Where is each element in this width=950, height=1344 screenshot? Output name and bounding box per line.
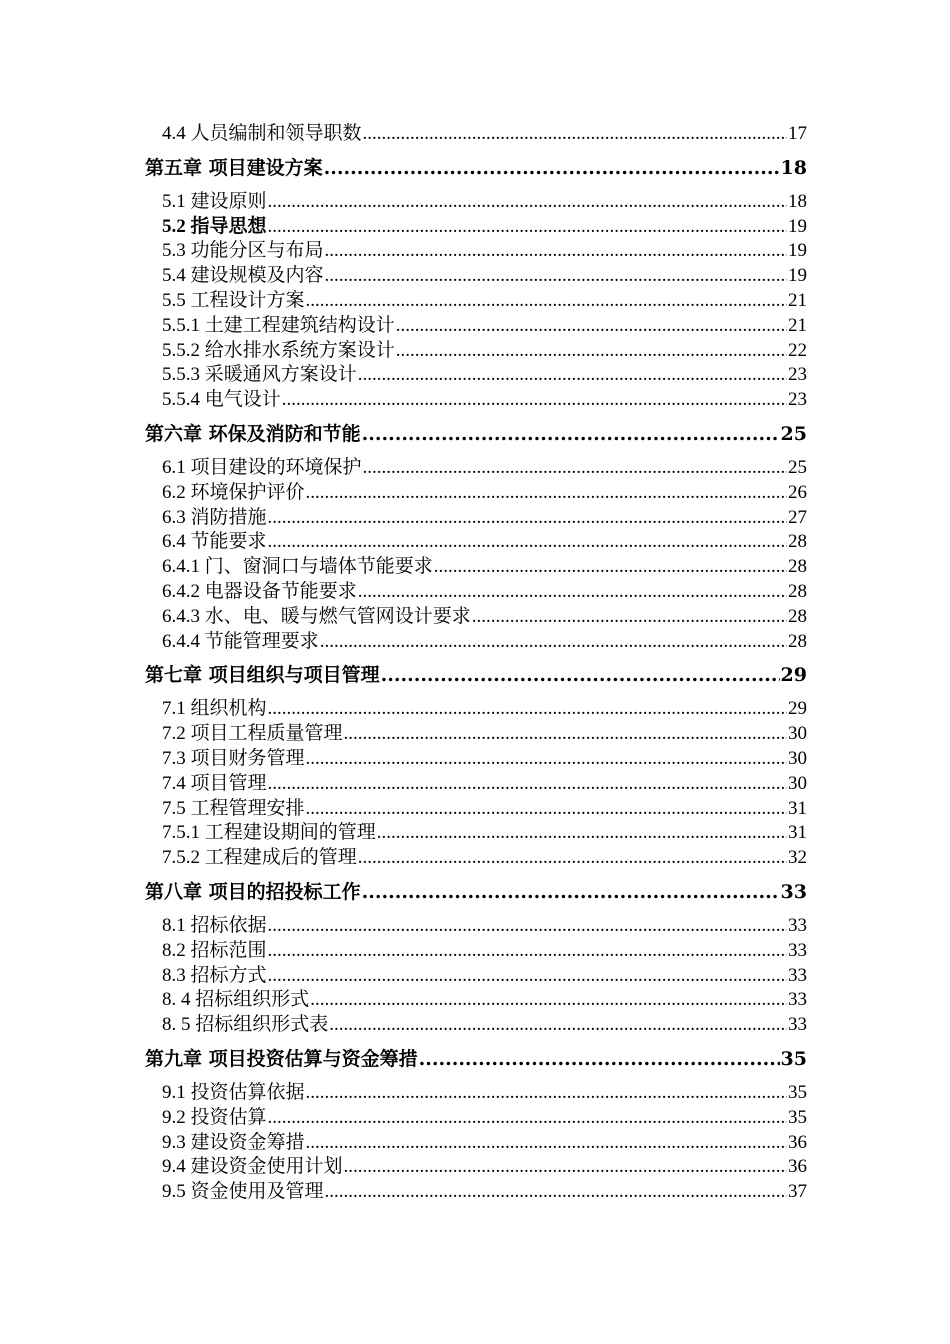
toc-entry-title: 8. 5 招标组织形式表 (162, 1014, 329, 1036)
toc-entry-title: 5.5.2 给水排水系统方案设计 (162, 339, 395, 361)
toc-entry-title: 6.4 节能要求 (162, 531, 267, 553)
toc-page-number: 36 (788, 1131, 807, 1153)
toc-section-entry[interactable] (145, 339, 807, 364)
dot-leader (268, 772, 787, 797)
toc-entry-title: 第八章 项目的招投标工作 (145, 880, 361, 903)
dot-leader (306, 289, 787, 314)
toc-section-entry[interactable] (145, 797, 807, 822)
toc-entry-title: 7.5.1 工程建设期间的管理 (162, 822, 376, 844)
toc-entry-title: 5.2 指导思想 (162, 215, 267, 237)
toc-page-number: 33 (788, 914, 807, 936)
toc-entry-title: 第五章 项目建设方案 (145, 156, 323, 179)
toc-entry-title: 9.4 建设资金使用计划 (162, 1156, 343, 1178)
toc-section-entry[interactable] (145, 363, 807, 388)
toc-entry-title: 5.3 功能分区与布局 (162, 240, 324, 262)
dot-leader (363, 122, 787, 147)
dot-leader (282, 388, 787, 413)
toc-entry-title: 5.1 建设原则 (162, 190, 267, 212)
dot-leader (344, 1155, 787, 1180)
toc-chapter-entry[interactable] (145, 663, 807, 688)
toc-page-number: 21 (788, 289, 807, 311)
toc-entry-title: 6.4.2 电器设备节能要求 (162, 580, 357, 602)
dot-leader (363, 456, 787, 481)
dot-leader (358, 846, 787, 871)
toc-entry-title: 9.5 资金使用及管理 (162, 1181, 324, 1203)
toc-page-number: 28 (788, 605, 807, 627)
toc-entry-title: 8.3 招标方式 (162, 964, 267, 986)
toc-page-number: 19 (788, 265, 807, 287)
dot-leader (268, 939, 787, 964)
toc-page-number: 37 (788, 1181, 807, 1203)
toc-entry-title: 5.5.4 电气设计 (162, 389, 281, 411)
dot-leader (306, 481, 787, 506)
toc-chapter-entry[interactable] (145, 880, 807, 905)
toc-entry-title: 6.4.4 节能管理要求 (162, 630, 319, 652)
dot-leader (472, 605, 787, 630)
toc-page-number: 18 (780, 156, 807, 179)
toc-entry-title: 9.2 投资估算 (162, 1106, 267, 1128)
toc-section-entry[interactable] (145, 506, 807, 531)
toc-entry-title: 9.3 建设资金筹措 (162, 1131, 305, 1153)
dot-leader (344, 722, 787, 747)
dot-leader (324, 156, 780, 181)
toc-section-entry[interactable] (145, 914, 807, 939)
toc-entry-title: 第七章 项目组织与项目管理 (145, 664, 380, 687)
toc-section-entry[interactable] (145, 1131, 807, 1156)
toc-entry-title: 7.2 项目工程质量管理 (162, 723, 343, 745)
dot-leader (306, 797, 787, 822)
toc-entry-title: 8.1 招标依据 (162, 914, 267, 936)
dot-leader (268, 506, 787, 531)
toc-page-number: 32 (788, 847, 807, 869)
toc-section-entry[interactable] (145, 580, 807, 605)
toc-section-entry[interactable] (145, 481, 807, 506)
toc-section-entry[interactable] (145, 1106, 807, 1131)
toc-entry-title: 6.4.1 门、窗洞口与墙体节能要求 (162, 556, 433, 578)
toc-entry-title: 6.3 消防措施 (162, 506, 267, 528)
dot-leader (329, 1013, 787, 1038)
toc-entry-title: 5.5 工程设计方案 (162, 289, 305, 311)
toc-section-entry[interactable] (145, 1155, 807, 1180)
dot-leader (268, 964, 787, 989)
toc-page-number: 19 (788, 240, 807, 262)
toc-page-number: 17 (788, 123, 807, 144)
toc-section-entry[interactable] (145, 289, 807, 314)
toc-section-entry[interactable] (145, 772, 807, 797)
dot-leader (310, 988, 787, 1013)
toc-entry-title: 6.1 项目建设的环境保护 (162, 456, 362, 478)
toc-entry-title: 7.4 项目管理 (162, 772, 267, 794)
dot-leader (396, 339, 787, 364)
toc-entry-title: 7.5 工程管理安排 (162, 797, 305, 819)
toc-entry-title: 4.4 人员编制和领导职数 (162, 123, 362, 144)
toc-page-number: 23 (788, 364, 807, 386)
toc-page-number: 28 (788, 556, 807, 578)
toc-page-number: 30 (788, 747, 807, 769)
toc-page-number: 28 (788, 531, 807, 553)
toc-section-entry[interactable] (145, 190, 807, 215)
toc-page-number: 33 (780, 880, 807, 903)
toc-section-entry[interactable] (145, 988, 807, 1013)
dot-leader (381, 663, 780, 688)
toc-page-number: 36 (788, 1156, 807, 1178)
toc-section-entry[interactable] (145, 388, 807, 413)
toc-section-entry[interactable] (145, 821, 807, 846)
toc-page-number: 22 (788, 339, 807, 361)
toc-entry-title: 8. 4 招标组织形式 (162, 989, 310, 1011)
dot-leader (268, 190, 787, 215)
toc-section-entry[interactable] (145, 939, 807, 964)
toc-section-entry[interactable] (145, 722, 807, 747)
toc-page-number: 31 (788, 822, 807, 844)
dot-leader (268, 530, 787, 555)
table-of-contents (145, 122, 807, 1205)
toc-page-number: 26 (788, 481, 807, 503)
dot-leader (434, 555, 787, 580)
toc-section-entry[interactable] (145, 530, 807, 555)
toc-page-number: 29 (788, 698, 807, 720)
toc-chapter-entry[interactable] (145, 156, 807, 181)
toc-page-number: 31 (788, 797, 807, 819)
toc-section-entry[interactable] (145, 697, 807, 722)
toc-page-number: 23 (788, 389, 807, 411)
dot-leader (377, 821, 787, 846)
toc-page-number: 25 (788, 456, 807, 478)
toc-section-entry[interactable] (145, 122, 807, 147)
dot-leader (419, 1047, 780, 1072)
dot-leader (362, 422, 780, 447)
toc-page-number: 35 (780, 1047, 807, 1070)
dot-leader (268, 215, 787, 240)
toc-page-number: 33 (788, 1014, 807, 1036)
toc-page-number: 35 (788, 1081, 807, 1103)
toc-page-number: 29 (780, 664, 807, 687)
toc-entry-title: 5.5.3 采暖通风方案设计 (162, 364, 357, 386)
toc-entry-title: 第九章 项目投资估算与资金筹措 (145, 1047, 418, 1070)
toc-entry-title: 9.1 投资估算依据 (162, 1081, 305, 1103)
toc-page-number: 27 (788, 506, 807, 528)
dot-leader (325, 264, 787, 289)
toc-entry-title: 7.5.2 工程建成后的管理 (162, 847, 357, 869)
toc-entry-title: 8.2 招标范围 (162, 939, 267, 961)
toc-section-entry[interactable] (145, 555, 807, 580)
toc-page-number: 30 (788, 772, 807, 794)
toc-chapter-entry[interactable] (145, 422, 807, 447)
dot-leader (268, 697, 787, 722)
toc-page-number: 33 (788, 964, 807, 986)
toc-section-entry[interactable] (145, 215, 807, 240)
toc-section-entry[interactable] (145, 1180, 807, 1205)
dot-leader (362, 880, 780, 905)
toc-section-entry[interactable] (145, 264, 807, 289)
toc-page-number: 21 (788, 314, 807, 336)
toc-page-number: 35 (788, 1106, 807, 1128)
toc-page-number: 19 (788, 215, 807, 237)
dot-leader (306, 1081, 787, 1106)
toc-entry-title: 6.2 环境保护评价 (162, 481, 305, 503)
toc-entry-title: 7.1 组织机构 (162, 698, 267, 720)
toc-entry-title: 5.4 建设规模及内容 (162, 265, 324, 287)
toc-page-number: 33 (788, 989, 807, 1011)
toc-section-entry[interactable] (145, 1013, 807, 1038)
dot-leader (325, 1180, 787, 1205)
toc-entry-title: 第六章 环保及消防和节能 (145, 422, 361, 445)
toc-section-entry[interactable] (145, 964, 807, 989)
toc-entry-title: 7.3 项目财务管理 (162, 747, 305, 769)
toc-page-number: 33 (788, 939, 807, 961)
toc-section-entry[interactable] (145, 239, 807, 264)
toc-section-entry[interactable] (145, 846, 807, 871)
toc-page-number: 25 (780, 422, 807, 445)
dot-leader (358, 580, 787, 605)
dot-leader (358, 363, 787, 388)
toc-page-number: 30 (788, 723, 807, 745)
dot-leader (320, 630, 787, 655)
dot-leader (268, 914, 787, 939)
toc-section-entry[interactable] (145, 314, 807, 339)
toc-chapter-entry[interactable] (145, 1047, 807, 1072)
toc-section-entry[interactable] (145, 456, 807, 481)
toc-page-number: 28 (788, 580, 807, 602)
dot-leader (396, 314, 787, 339)
toc-section-entry[interactable] (145, 630, 807, 655)
toc-entry-title: 6.4.3 水、电、暖与燃气管网设计要求 (162, 605, 471, 627)
toc-section-entry[interactable] (145, 1081, 807, 1106)
toc-section-entry[interactable] (145, 605, 807, 630)
toc-page-number: 18 (788, 190, 807, 212)
dot-leader (268, 1106, 787, 1131)
toc-entry-title: 5.5.1 土建工程建筑结构设计 (162, 314, 395, 336)
toc-page-number: 28 (788, 630, 807, 652)
toc-section-entry[interactable] (145, 747, 807, 772)
dot-leader (325, 239, 787, 264)
dot-leader (306, 1131, 787, 1156)
dot-leader (306, 747, 787, 772)
